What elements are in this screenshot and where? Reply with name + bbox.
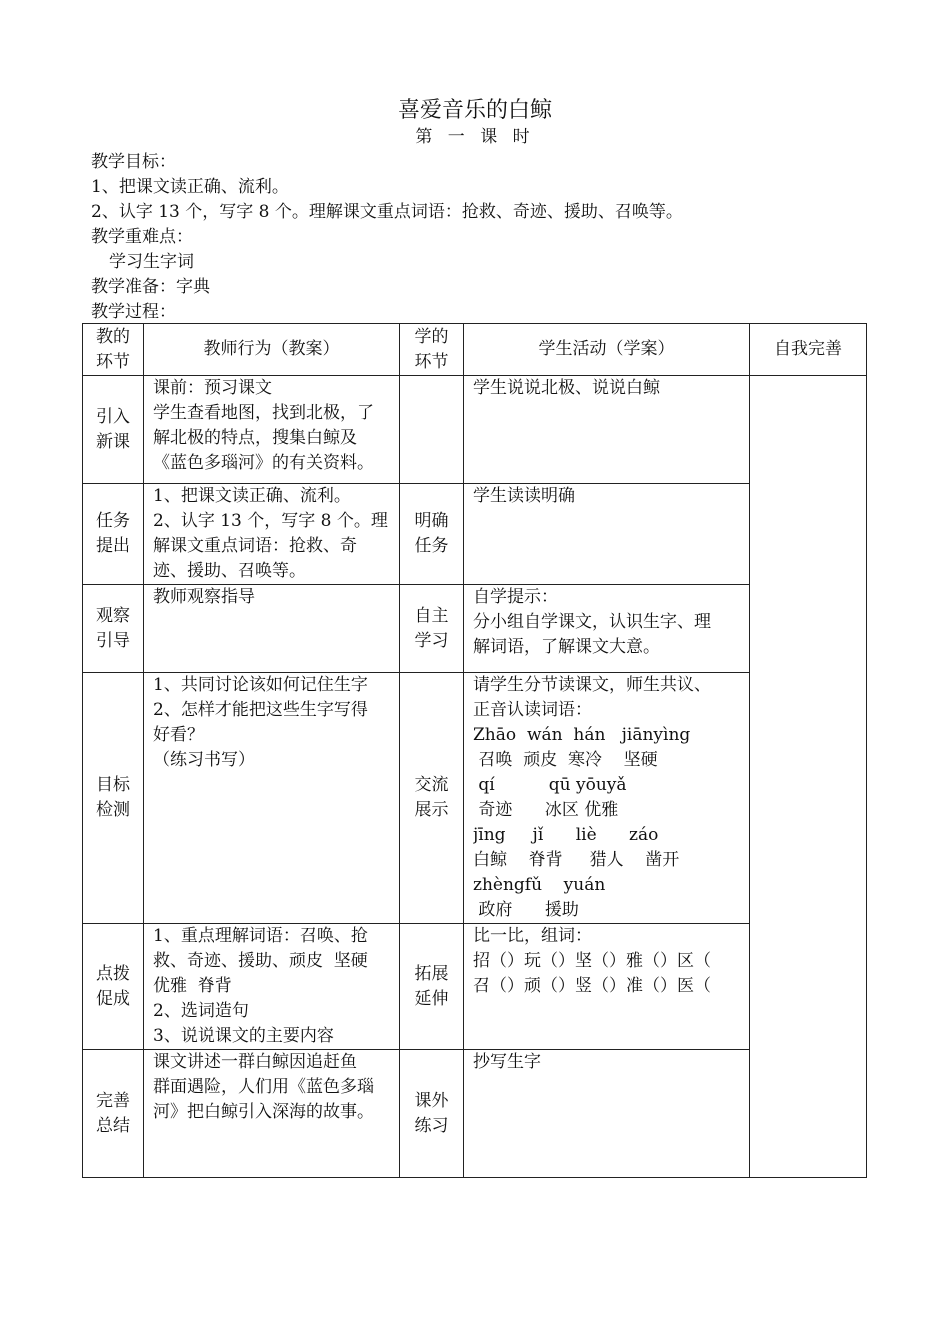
header-self-improve: 自我完善 [750, 324, 867, 376]
table-row [83, 376, 867, 484]
student-activity-cell: 学生读读明确 [464, 484, 750, 585]
student-activity-cell: 学生说说北极、说说白鲸 [464, 376, 750, 484]
table-row [83, 585, 867, 673]
learn-stage-cell [400, 376, 464, 484]
process-heading: 教学过程： [91, 302, 176, 322]
teach-stage-cell: 引入 新课 [83, 376, 144, 484]
teacher-action-cell: 1、重点理解词语：召唤、抢 救、奇迹、援助、顽皮 坚硬 优雅 脊背 2、选词造句 3、说说课文的主要内容 [144, 924, 400, 1050]
student-activity-cell: 抄写生字 [464, 1050, 750, 1178]
table-row [83, 924, 867, 1050]
document-subtitle: 第 一 课 时 [415, 127, 535, 147]
student-activity-cell: 比一比，组词： 招（）玩（）坚（）雅（）区（ 召（）顽（）竖（）准（）医（ [464, 924, 750, 1050]
goal-2: 2、认字 13 个，写字 8 个。理解课文重点词语：抢救、奇迹、援助、召唤等。 [91, 202, 683, 222]
key-points-heading: 教学重难点： [91, 227, 193, 247]
learn-stage-cell: 明确 任务 [400, 484, 464, 585]
goals-heading: 教学目标： [91, 152, 176, 172]
header-teaching-stage: 教的 环节 [83, 324, 144, 376]
goal-1: 1、把课文读正确、流利。 [91, 177, 289, 197]
learn-stage-cell: 拓展 延伸 [400, 924, 464, 1050]
teach-stage-cell: 观察 引导 [83, 585, 144, 673]
preparation: 教学准备：字典 [91, 277, 210, 297]
student-activity-cell: 请学生分节读课文，师生共议、 正音认读词语： Zhāo wán hán jiānyìng 召唤 顽皮 寒冷 坚硬 qí qū yōuyǎ 奇迹 冰区 优雅 jīng jǐ liè záo 白鲸 脊背 猎人 凿开 zhèngfǔ yuán 政府 援助 [464, 673, 750, 924]
document-title: 喜爱音乐的白鲸 [397, 98, 552, 123]
key-points: 学习生字词 [109, 252, 194, 272]
teach-stage-cell: 任务 提出 [83, 484, 144, 585]
learn-stage-cell: 自主 学习 [400, 585, 464, 673]
teacher-action-cell: 1、共同讨论该如何记住生字 2、怎样才能把这些生字写得 好看？ （练习书写） [144, 673, 400, 924]
table-row [83, 1050, 867, 1178]
student-activity-cell: 自学提示： 分小组自学课文，认识生字、理 解词语，了解课文大意。 [464, 585, 750, 673]
teacher-action-cell: 课文讲述一群白鲸因追赶鱼 群面遇险，人们用《蓝色多瑙 河》把白鲸引入深海的故事。 [144, 1050, 400, 1178]
teach-stage-cell: 目标 检测 [83, 673, 144, 924]
table-row [83, 484, 867, 585]
table-header-row [83, 324, 867, 376]
learn-stage-cell: 课外 练习 [400, 1050, 464, 1178]
learn-stage-cell: 交流 展示 [400, 673, 464, 924]
header-teacher-action: 教师行为（教案） [144, 324, 400, 376]
self-improve-cell [750, 376, 867, 1178]
header-learning-stage: 学的 环节 [400, 324, 464, 376]
teach-stage-cell: 点拨 促成 [83, 924, 144, 1050]
teacher-action-cell: 教师观察指导 [144, 585, 400, 673]
intro-section [91, 150, 891, 325]
teach-stage-cell: 完善 总结 [83, 1050, 144, 1178]
teacher-action-cell: 1、把课文读正确、流利。 2、认字 13 个，写字 8 个。理 解课文重点词语：抢救、奇 迹、援助、召唤等。 [144, 484, 400, 585]
table-row [83, 673, 867, 924]
header-student-activity: 学生活动（学案） [464, 324, 750, 376]
lesson-plan-table [82, 323, 867, 1178]
teacher-action-cell: 课前：预习课文 学生查看地图，找到北极，了 解北极的特点，搜集白鲸及 《蓝色多瑙河》的有关资料。 [144, 376, 400, 484]
